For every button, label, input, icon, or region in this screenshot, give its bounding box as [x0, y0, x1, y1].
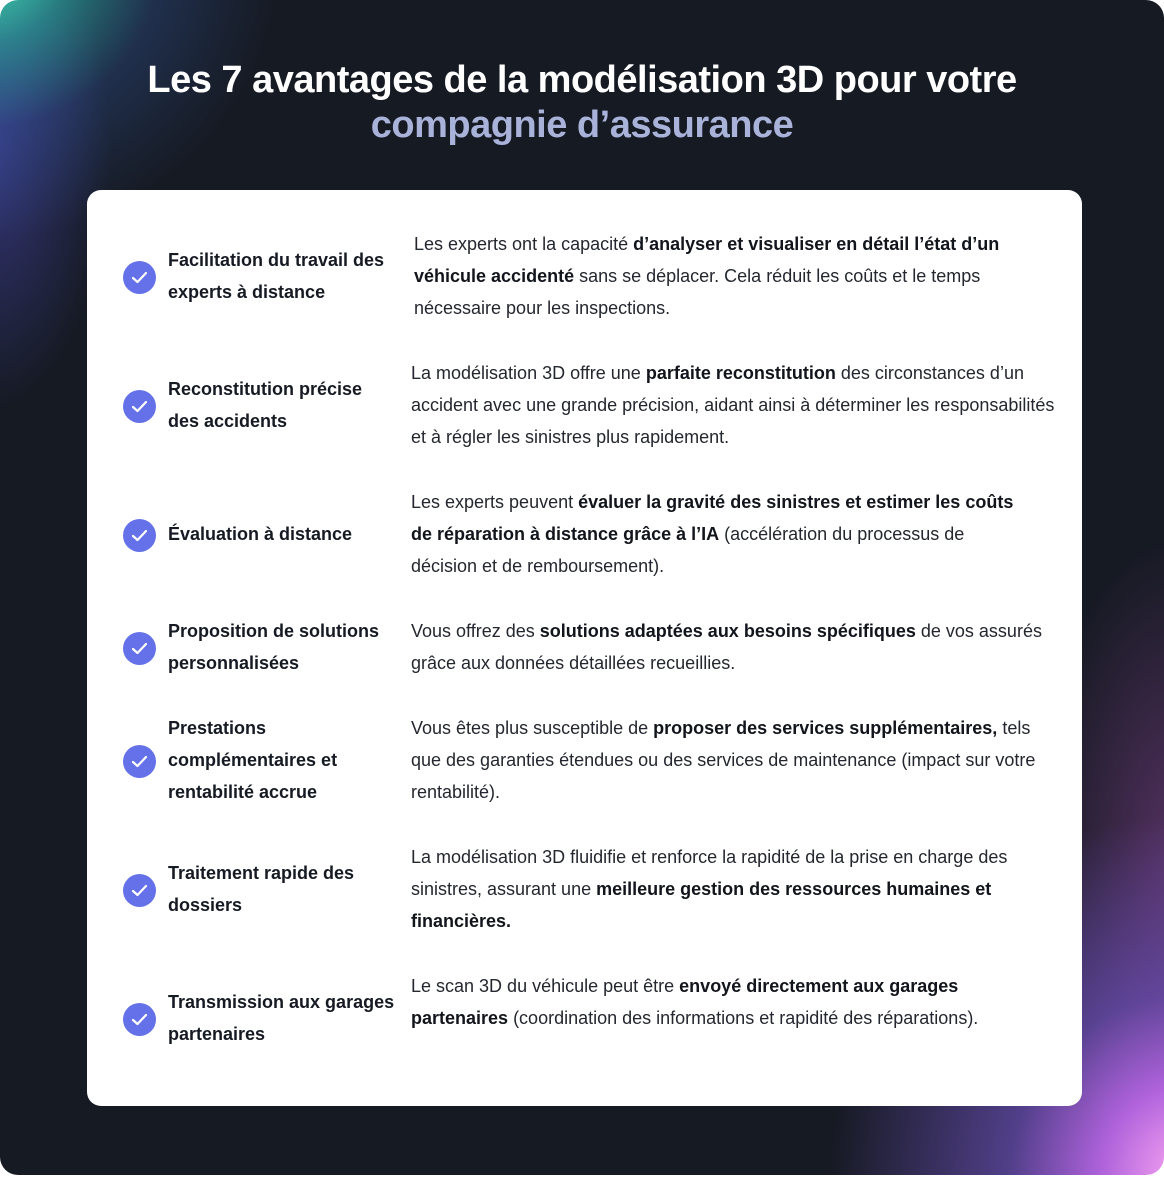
description-highlight: proposer des services supplémentaires, [653, 718, 998, 738]
advantage-item-1 [87, 228, 1082, 328]
advantage-item-3 [87, 486, 1082, 586]
description-text: de vos assurés grâce aux données détaillées recueillies. [411, 621, 1042, 673]
description-highlight: meilleure gestion des ressources humaines et financières. [411, 879, 992, 931]
description-highlight: solutions adaptées aux besoins spécifiques [539, 621, 916, 641]
page-title [0, 58, 1164, 148]
title-line-1: Les 7 avantages de la modélisation 3D pour votre [147, 59, 1017, 101]
description-highlight: envoyé directement aux garages partenaires [411, 976, 959, 1028]
description-highlight: évaluer la gravité des sinistres et estimer les coûts de réparation à distance grâce à l’IA [411, 492, 1014, 544]
advantage-item-4 [87, 615, 1082, 685]
advantage-title: Reconstitution précise des accidents [168, 379, 363, 431]
advantage-description [411, 712, 1051, 808]
description-highlight: parfaite reconstitution [645, 363, 836, 383]
check-icon [123, 745, 156, 778]
description-text: (accélération du processus de décision et de remboursement). [411, 524, 965, 576]
description-text: tels que des garanties étendues ou des services de maintenance (impact sur votre rentabilité). [411, 718, 1036, 802]
description-text: La modélisation 3D offre une [411, 363, 646, 383]
advantage-item-6 [87, 841, 1082, 941]
check-icon [123, 874, 156, 907]
description-highlight: d’analyser et visualiser en détail l’état d’un véhicule accidenté [414, 234, 1000, 286]
check-icon [123, 261, 156, 294]
title-line-2: compagnie d’assurance [370, 104, 794, 146]
advantage-description [411, 486, 1031, 582]
advantage-title: Prestations complémentaires et rentabilité accrue [168, 718, 338, 802]
advantage-description [414, 228, 1039, 324]
check-icon [123, 519, 156, 552]
check-icon [123, 390, 156, 423]
advantage-description [411, 615, 1051, 679]
advantage-description [411, 357, 1061, 453]
advantage-description [411, 970, 1031, 1034]
advantage-title: Facilitation du travail des experts à distance [168, 250, 385, 302]
description-text: Les experts ont la capacité [414, 234, 634, 254]
advantage-description [411, 841, 1056, 937]
description-text: Les experts peuvent [411, 492, 579, 512]
advantages-card [87, 190, 1082, 1106]
check-icon [123, 1003, 156, 1036]
description-text: La modélisation 3D fluidifie et renforce la rapidité de la prise en charge des sinistres, assurant une [411, 847, 1008, 899]
advantage-item-7 [87, 970, 1082, 1070]
description-text: Vous êtes plus susceptible de [411, 718, 654, 738]
advantage-item-2 [87, 357, 1082, 457]
advantage-title: Transmission aux garages partenaires [168, 992, 395, 1044]
description-text: Le scan 3D du véhicule peut être [411, 976, 680, 996]
advantage-title: Évaluation à distance [168, 524, 353, 544]
description-text: des circonstances d’un accident avec une grande précision, aidant ainsi à déterminer les responsabilités et à régler les sinistres plus rapidement. [411, 363, 1055, 447]
description-text: (coordination des informations et rapidité des réparations). [508, 1008, 979, 1028]
check-icon [123, 632, 156, 665]
advantage-title: Proposition de solutions personnalisées [168, 621, 379, 673]
description-text: Vous offrez des [411, 621, 540, 641]
advantage-item-5 [87, 712, 1082, 812]
advantage-title: Traitement rapide des dossiers [168, 863, 355, 915]
description-text: sans se déplacer. Cela réduit les coûts et le temps nécessaire pour les inspections. [414, 266, 981, 318]
